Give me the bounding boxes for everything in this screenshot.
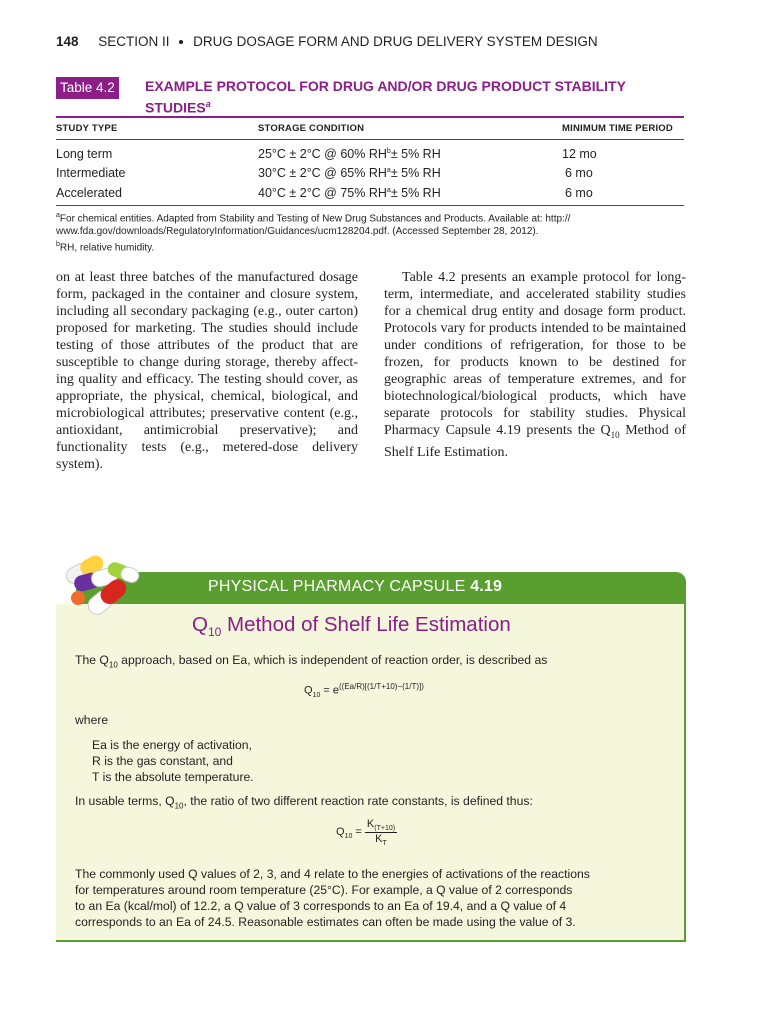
capsule-intro: The $Q_{10}$ approach, based on Ea, which is independent of reaction order, is described as: [75, 653, 548, 670]
section-label: SECTION II: [98, 34, 170, 49]
column-header-storage-condition: STORAGE CONDITION: [258, 123, 365, 134]
column-header-study-type: STUDY TYPE: [56, 123, 118, 134]
footnote-a: $^a$For chemical entities. Adapted from Stability and Testing of New Drug Substances and Products. Available at: http:// www.fda.gov/downloads/RegulatoryInformation/Guidances/ucm128204.pdf. (Accessed September 28, 2012).: [56, 212, 571, 238]
rate-constant-fraction: $\frac{K_{(T+10)}}{K_T}$: [366, 818, 396, 848]
running-header: [56, 34, 598, 49]
table-header-rule: [56, 139, 684, 140]
capsule-heading: $Q_{10}$ Method of Shelf Life Estimation: [192, 613, 511, 640]
body-left-column: on at least three batches of the manufactured dosage form, packaged in the container and closure system, including all secondary packaging (e.g., outer carton) proposed for marketing. The studies should include testing of those attributes of the product that are susceptible to change during storage, thereby affecting quality and efficacy. The testing should cover, as appropriate, the physical, chemical, biological, and microbiological attributes; preservative content (e.g., antioxidant, antimicrobial preservative); and functionality tests (e.g., metered-dose delivery system).: [56, 270, 358, 472]
chapter-title: DRUG DOSAGE FORM AND DRUG DELIVERY SYSTEM DESIGN: [193, 34, 598, 49]
table-tag: Table 4.2: [56, 77, 119, 99]
capsule-closing-paragraph: The commonly used Q values of 2, 3, and 4 relate to the energies of activations of the reactions for temperatures around room temperature (25°C). For example, a Q value of 2 corresponds to an Ea (kcal/mol) of 12.2, a Q value of 3 corresponds to an Ea of 19.4, and a Q value of 4 corresponds to an Ea of 24.5. Reasonable estimates can often be made using the value of 3.: [75, 867, 590, 929]
table-bottom-rule: [56, 205, 684, 206]
body-right-column: Table 4.2 presents an example protocol for long-term, intermediate, and accelerated stability studies for a chemical drug entity and dosage form product. Protocols vary for products intended to be maintained under conditions of refrigeration, for those to be frozen, for products known to be destined for geographic areas of temperature extremes, and for biotechnological/biological products, which have separate protocols for stability studies. Physical Pharmacy Capsule 4.19 presents the $Q_{10}$ Method of Shelf Life Estimation.: [384, 270, 686, 460]
table-title: EXAMPLE PROTOCOL FOR DRUG AND/OR DRUG PRODUCT STABILITY STUDIES$^a$: [145, 78, 626, 116]
where-label: where: [75, 713, 109, 727]
table-top-rule: [56, 116, 684, 118]
footnote-b: $^b$RH, relative humidity.: [56, 241, 155, 254]
definition-t: T is the absolute temperature.: [92, 770, 254, 784]
capsule-title: PHYSICAL PHARMACY CAPSULE 4.19: [208, 578, 503, 595]
formula-q10-ratio: $Q_{10}$ = $\frac{K_{(T+10)}}{K_T}$: [336, 818, 396, 848]
definition-ea: Ea is the energy of activation,: [92, 738, 252, 752]
pills-icon: [52, 540, 152, 630]
formula-q10-exponential: $Q_{10} = e^{((Ea/R)[(1/T+10)-(1/T)])}$: [304, 682, 424, 699]
bullet-separator-icon: [179, 40, 183, 44]
column-header-minimum-time: MINIMUM TIME PERIOD: [562, 123, 673, 134]
usable-terms-text: In usable terms, $Q_{10}$, the ratio of two different reaction rate constants, is defined thus:: [75, 794, 533, 811]
page-number: 148: [56, 34, 79, 49]
table-footnotes: [56, 209, 684, 255]
definition-r: R is the gas constant, and: [92, 754, 233, 768]
